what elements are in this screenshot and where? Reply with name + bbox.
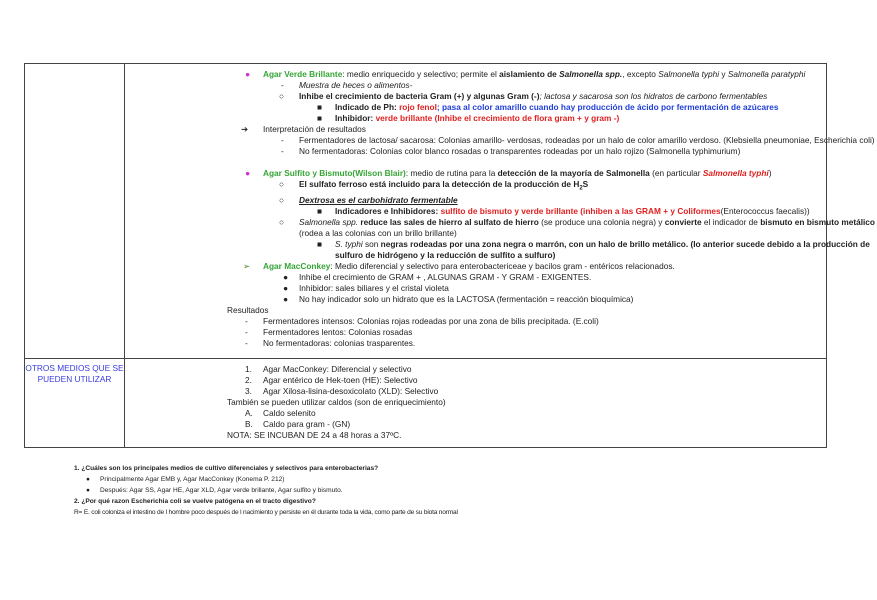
no-fermentadoras-line: - No fermentadoras: Colonias color blanco rosadas o transparentes rodeadas por un halo rojizo (Salmonella typhimurium) bbox=[281, 146, 741, 156]
bullet-icon: ● bbox=[283, 282, 289, 293]
circle-bullet-icon: ○ bbox=[279, 216, 285, 227]
sulfato-line: ○ El sulfato ferroso está incluido para la detección de la producción de $H_2S$ bbox=[279, 179, 589, 192]
question-2: 2. ¿Por qué razon Escherichia coli se vuelve patógena en el tracto digestivo? bbox=[74, 498, 316, 505]
dash-icon: - bbox=[245, 337, 248, 348]
mac-bullet-3: ● No hay indicador solo un hidrato que es la LACTOSA (fermentación = reacción bioquímica) bbox=[283, 293, 634, 304]
mac-bullet-2: ● Inhibidor: sales biliares y el cristal violeta bbox=[283, 282, 449, 293]
indicador-line: ■ Indicado de Ph: rojo fenol; pasa al color amarillo cuando hay producción de ácido por fermentación de azúcares bbox=[317, 102, 779, 112]
resultado-3: - No fermentadoras: colonias trasparentes. bbox=[245, 337, 416, 348]
salmonella-line-2: (rodea a las colonias con un brillo brillante) bbox=[299, 227, 457, 238]
square-bullet-icon: ■ bbox=[317, 113, 323, 123]
otros-medios-label: OTROS MEDIOS QUE SE PUEDEN UTILIZAR bbox=[25, 359, 125, 447]
indicadores-line: ■ Indicadores e Inhibidores: sulfito de bismuto y verde brillante (inhiben a las GRAM + y Coliformes(Enterococcus faecalis)) bbox=[317, 205, 810, 216]
square-bullet-icon: ■ bbox=[317, 102, 323, 112]
left-cell bbox=[25, 64, 125, 358]
right-cell bbox=[125, 64, 877, 358]
answer-1-bullet-2: ● Después: Agar SS, Agar HE, Agar XLD, Agar verde brillante, Agar sulfito y bismuto. bbox=[86, 487, 343, 494]
resultado-1: - Fermentadores intensos: Colonias rojas rodeadas por una zona de bilis precipitada. (E.coli) bbox=[245, 315, 599, 326]
bullet-icon: ● bbox=[245, 69, 251, 79]
dash-icon: - bbox=[281, 135, 284, 145]
nota-line: NOTA: SE INCUBAN DE 24 a 48 horas a 37ºC. bbox=[227, 430, 402, 440]
muestra-line: - Muestra de heces o alimentos- bbox=[281, 80, 413, 90]
medio-item-2: 2. Agar entérico de Hek-toen (HE): Selectivo bbox=[245, 375, 418, 385]
arrowhead-icon: ➢ bbox=[243, 260, 250, 271]
bullet-icon: ● bbox=[283, 271, 289, 282]
agar-macconkey-line: ➢ Agar MacConkey: Medio diferencial y selectivo para enterobactericeae y bacilos gram - entéricos relacionados. bbox=[243, 260, 675, 271]
tambien-line: También se pueden utilizar caldos (son de enriquecimiento) bbox=[227, 397, 446, 407]
square-bullet-icon: ■ bbox=[317, 205, 323, 216]
inhibidor-line: ■ Inhibidor: verde brillante (Inhibe el crecimiento de flora gram + y gram -) bbox=[317, 113, 620, 123]
content-table bbox=[24, 63, 875, 448]
bullet-icon: ● bbox=[86, 476, 90, 483]
salmonella-line: ○ Salmonella spp. reduce las sales de hierro al sulfato de hierro (se produce una colonia negra) y convierte el indicador de bismuto en bismuto metálico bbox=[279, 216, 875, 227]
mac-bullet-1: ● Inhibe el crecimiento de GRAM + , ALGUNAS GRAM - Y GRAM - EXIGENTES. bbox=[283, 271, 592, 282]
dash-icon: - bbox=[281, 80, 284, 90]
table-row bbox=[25, 358, 826, 447]
circle-bullet-icon: ○ bbox=[279, 179, 285, 189]
otros-medios-cell bbox=[125, 359, 826, 447]
interpretacion-line: ➔ Interpretación de resultados bbox=[241, 124, 366, 134]
resultados-heading: Resultados bbox=[227, 304, 269, 315]
bullet-icon: ● bbox=[283, 293, 289, 304]
table-row bbox=[25, 64, 875, 358]
dash-icon: - bbox=[245, 315, 248, 326]
fermentadores-line: - Fermentadores de lactosa/ sacarosa: Colonias amarillo- verdosas, rodeadas por un halo de color amarillo verdoso. (Klebsiella pneumoniae, Escherichia coli) bbox=[281, 135, 875, 145]
agar-verde-line: ● Agar Verde Brillante: medio enriquecido y selectivo; permite el aislamiento de Salmonella spp., excepto Salmonella typhi y Salmonella paratyphi bbox=[245, 69, 806, 79]
bullet-icon: ● bbox=[245, 168, 251, 178]
arrow-right-icon: ➔ bbox=[241, 124, 248, 134]
answer-2: R= E. coli coloniza el intestino de l hombre poco después de l nacimiento y persiste en él durante toda la vida, como parte de su biota normal bbox=[74, 509, 458, 516]
questions-section bbox=[74, 463, 458, 518]
answer-1-bullet-1: ● Principalmente Agar EMB y, Agar MacConkey (Konema P. 212) bbox=[86, 476, 285, 483]
circle-bullet-icon: ○ bbox=[279, 91, 285, 101]
question-1: 1. ¿Cuáles son los principales medios de cultivo diferenciales y selectivos para enterobacterias? bbox=[74, 465, 379, 472]
square-bullet-icon: ■ bbox=[317, 238, 323, 249]
typhi-line: ■ S. typhi son negras rodeadas por una zona negra o marrón, con un halo de brillo metálico. (lo anterior sucede debido a la producción de sulfuro de hidrógeno y la reducción de sulfito a sulfuro) bbox=[317, 238, 870, 260]
dash-icon: - bbox=[281, 146, 284, 156]
resultado-2: - Fermentadores lentos: Colonias rosadas bbox=[245, 326, 413, 337]
inhibe-line: ○ Inhibe el crecimiento de bacteria Gram (+) y algunas Gram (-); lactosa y sacarosa son los hidratos de carbono fermentables bbox=[279, 91, 768, 101]
caldo-item-2: B. Caldo para gram - (GN) bbox=[245, 419, 351, 429]
caldo-item-1: A. Caldo selenito bbox=[245, 408, 316, 418]
medio-item-3: 3. Agar Xilosa-lisina-desoxicolato (XLD): Selectivo bbox=[245, 386, 439, 396]
dextrosa-line: ○ Dextrosa es el carbohidrato fermentable bbox=[279, 194, 458, 205]
bullet-icon: ● bbox=[86, 487, 90, 494]
medio-item-1: 1. Agar MacConkey: Diferencial y selectivo bbox=[245, 364, 412, 374]
agar-sulfito-line: ● Agar Sulfito y Bismuto(Wilson Blair): medio de rutina para la detección de la mayoría de Salmonella (en particular Salmonella typhi) bbox=[245, 168, 772, 178]
dash-icon: - bbox=[245, 326, 248, 337]
circle-bullet-icon: ○ bbox=[279, 194, 285, 205]
